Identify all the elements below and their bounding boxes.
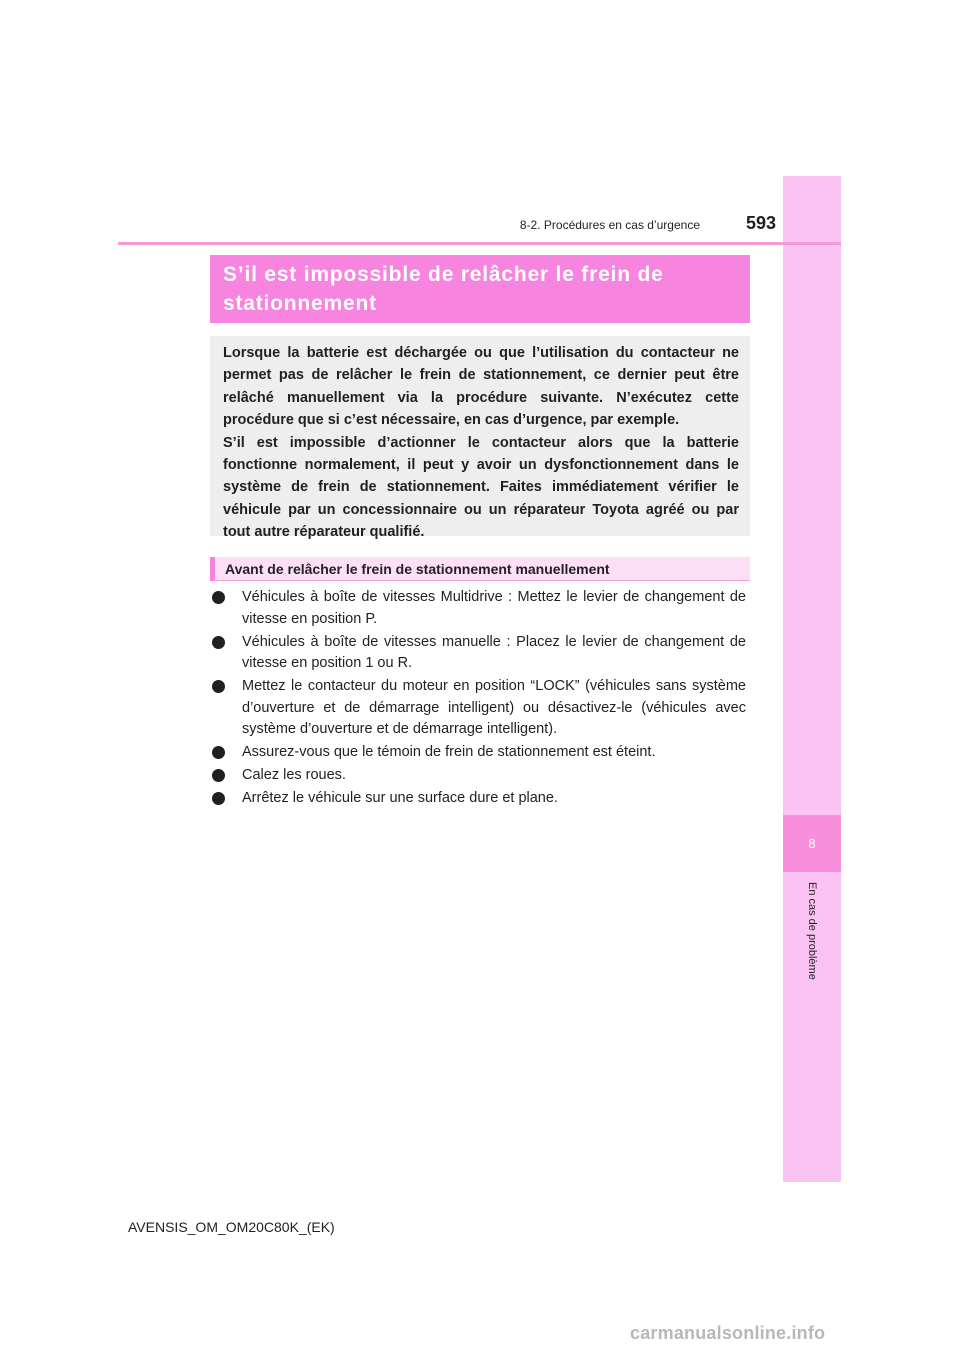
intro-paragraph: S’il est impossible d’actionner le contacteur alors que la batterie fonctionne normalement, il peut y avoir un dysfonctionnement dans le système de frein de stationnement. Faites immédiatement vérifier le véhicule par un concessionnaire ou un réparateur Toyota agréé ou par tout autre réparateur qualifié. — [223, 434, 739, 541]
bullet-icon — [212, 769, 225, 782]
bullet-icon — [212, 591, 225, 604]
bullet-icon — [212, 792, 225, 805]
page-number: 593 — [745, 213, 776, 233]
bullet-icon — [212, 746, 225, 759]
list-item — [212, 676, 746, 741]
list-item — [212, 765, 746, 787]
bullet-icon — [212, 680, 225, 693]
watermark: carmanualsonline.info — [630, 1323, 826, 1343]
list-item — [212, 632, 746, 675]
chapter-number: 8 — [783, 815, 841, 872]
bullet-list — [212, 587, 746, 811]
footer-doc-code: AVENSIS_OM_OM20C80K_(EK) — [128, 1219, 335, 1235]
bullet-icon — [212, 636, 225, 649]
chapter-label: En cas de problème — [806, 882, 818, 980]
list-item-text: Arrêtez le véhicule sur une surface dure et plane. — [242, 790, 558, 806]
list-item-text: Calez les roues. — [242, 767, 346, 783]
intro-paragraph: Lorsque la batterie est déchargée ou que l’utilisation du contacteur ne permet pas de relâcher le frein de stationnement, ce dernier peut être relâché manuellement via la procédure suivante. N’exécutez cette procédure que si c’est nécessaire, en cas d’urgence, par exemple. — [223, 345, 739, 429]
chapter-side-tab — [783, 176, 841, 1182]
header-divider — [118, 242, 841, 245]
list-item-text: Mettez le contacteur du moteur en position “LOCK” (véhicules sans système d’ouverture et de démarrage intelligent) ou désactivez-le (véhicules avec système d’ouverture et de démarrage intelligent). — [242, 678, 746, 737]
list-item-text: Véhicules à boîte de vitesses manuelle : Placez le levier de changement de vitesse en position 1 ou R. — [242, 633, 746, 671]
list-item-text: Véhicules à boîte de vitesses Multidrive : Mettez le levier de changement de vitesse en position P. — [242, 589, 746, 627]
intro-box — [210, 336, 750, 541]
list-item — [212, 742, 746, 764]
list-item-text: Assurez-vous que le témoin de frein de stationnement est éteint. — [242, 744, 656, 760]
list-item — [212, 788, 746, 810]
section-title: S’il est impossible de relâcher le frein de stationnement — [210, 255, 750, 323]
header-section-title: 8-2. Procédures en cas d’urgence — [519, 218, 700, 232]
list-item — [212, 587, 746, 630]
sub-heading: Avant de relâcher le frein de stationnement manuellement — [210, 557, 750, 581]
